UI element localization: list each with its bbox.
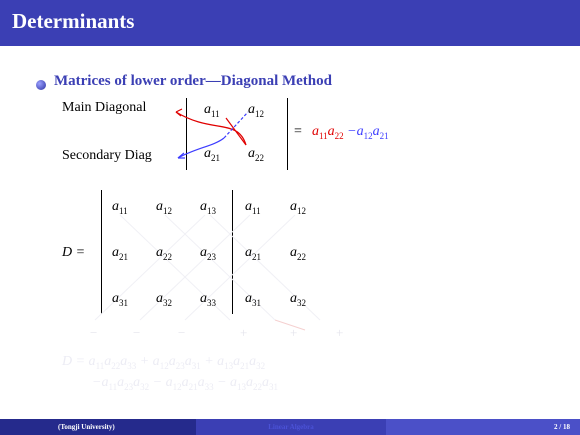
entry-a22: $a_{22}$ (248, 146, 264, 163)
entry-a31-repeat: $a_{31}$ (245, 291, 261, 308)
entry-a13: $a_{13}$ (200, 199, 216, 216)
expansion-3x3-line2: $-a_{11}a_{23}a_{32} - a_{12}a_{21}a_{33} - a_{13}a_{22}a_{31}$ (92, 375, 279, 392)
plus-sign: + (240, 325, 248, 340)
footer-course: Linear Algebra (196, 419, 386, 435)
entry-a32: $a_{32}$ (156, 291, 172, 308)
entry-a12: $a_{12}$ (156, 199, 172, 216)
entry-a23: $a_{23}$ (200, 245, 216, 262)
plus-sign: + (290, 325, 298, 340)
entry-a11: $a_{11}$ (112, 199, 128, 216)
entry-a11-repeat: $a_{11}$ (245, 199, 261, 216)
footer-bar (0, 419, 580, 435)
section-heading: Matrices of lower order—Diagonal Method (54, 73, 332, 89)
minus-sign: − (90, 325, 98, 340)
entry-a21-repeat: $a_{21}$ (245, 245, 261, 262)
det-label: D = (62, 245, 86, 260)
entry-a33: $a_{33}$ (200, 291, 216, 308)
entry-a22: $a_{22}$ (156, 245, 172, 262)
minus-sign: − (133, 325, 141, 340)
entry-a31: $a_{31}$ (112, 291, 128, 308)
expansion-3x3-line1: $D = a_{11}a_{22}a_{33} + a_{12}a_{23}a_{31} + a_{13}a_{21}a_{32}$ (62, 354, 266, 371)
entry-a21: $a_{21}$ (204, 146, 220, 163)
slide-title: Determinants (12, 9, 135, 33)
main-diagonal-label: Main Diagonal (62, 100, 147, 115)
entry-a22-repeat: $a_{22}$ (290, 245, 306, 262)
entry-a32-repeat: $a_{32}$ (290, 291, 306, 308)
equals-sign: = (294, 124, 302, 139)
secondary-diagonal-label: Secondary Diag (62, 148, 152, 163)
entry-a21: $a_{21}$ (112, 245, 128, 262)
entry-a12: $a_{12}$ (248, 102, 264, 119)
expansion-2x2: $a_{11}a_{22} -a_{12}a_{21}$ (312, 124, 389, 141)
entry-a12-repeat: $a_{12}$ (290, 199, 306, 216)
footer-institution: (Tongji University) (0, 419, 196, 435)
footer-page-number: 2 / 18 (386, 419, 580, 435)
entry-a11: $a_{11}$ (204, 102, 220, 119)
minus-sign: − (178, 325, 186, 340)
plus-sign: + (336, 325, 344, 340)
